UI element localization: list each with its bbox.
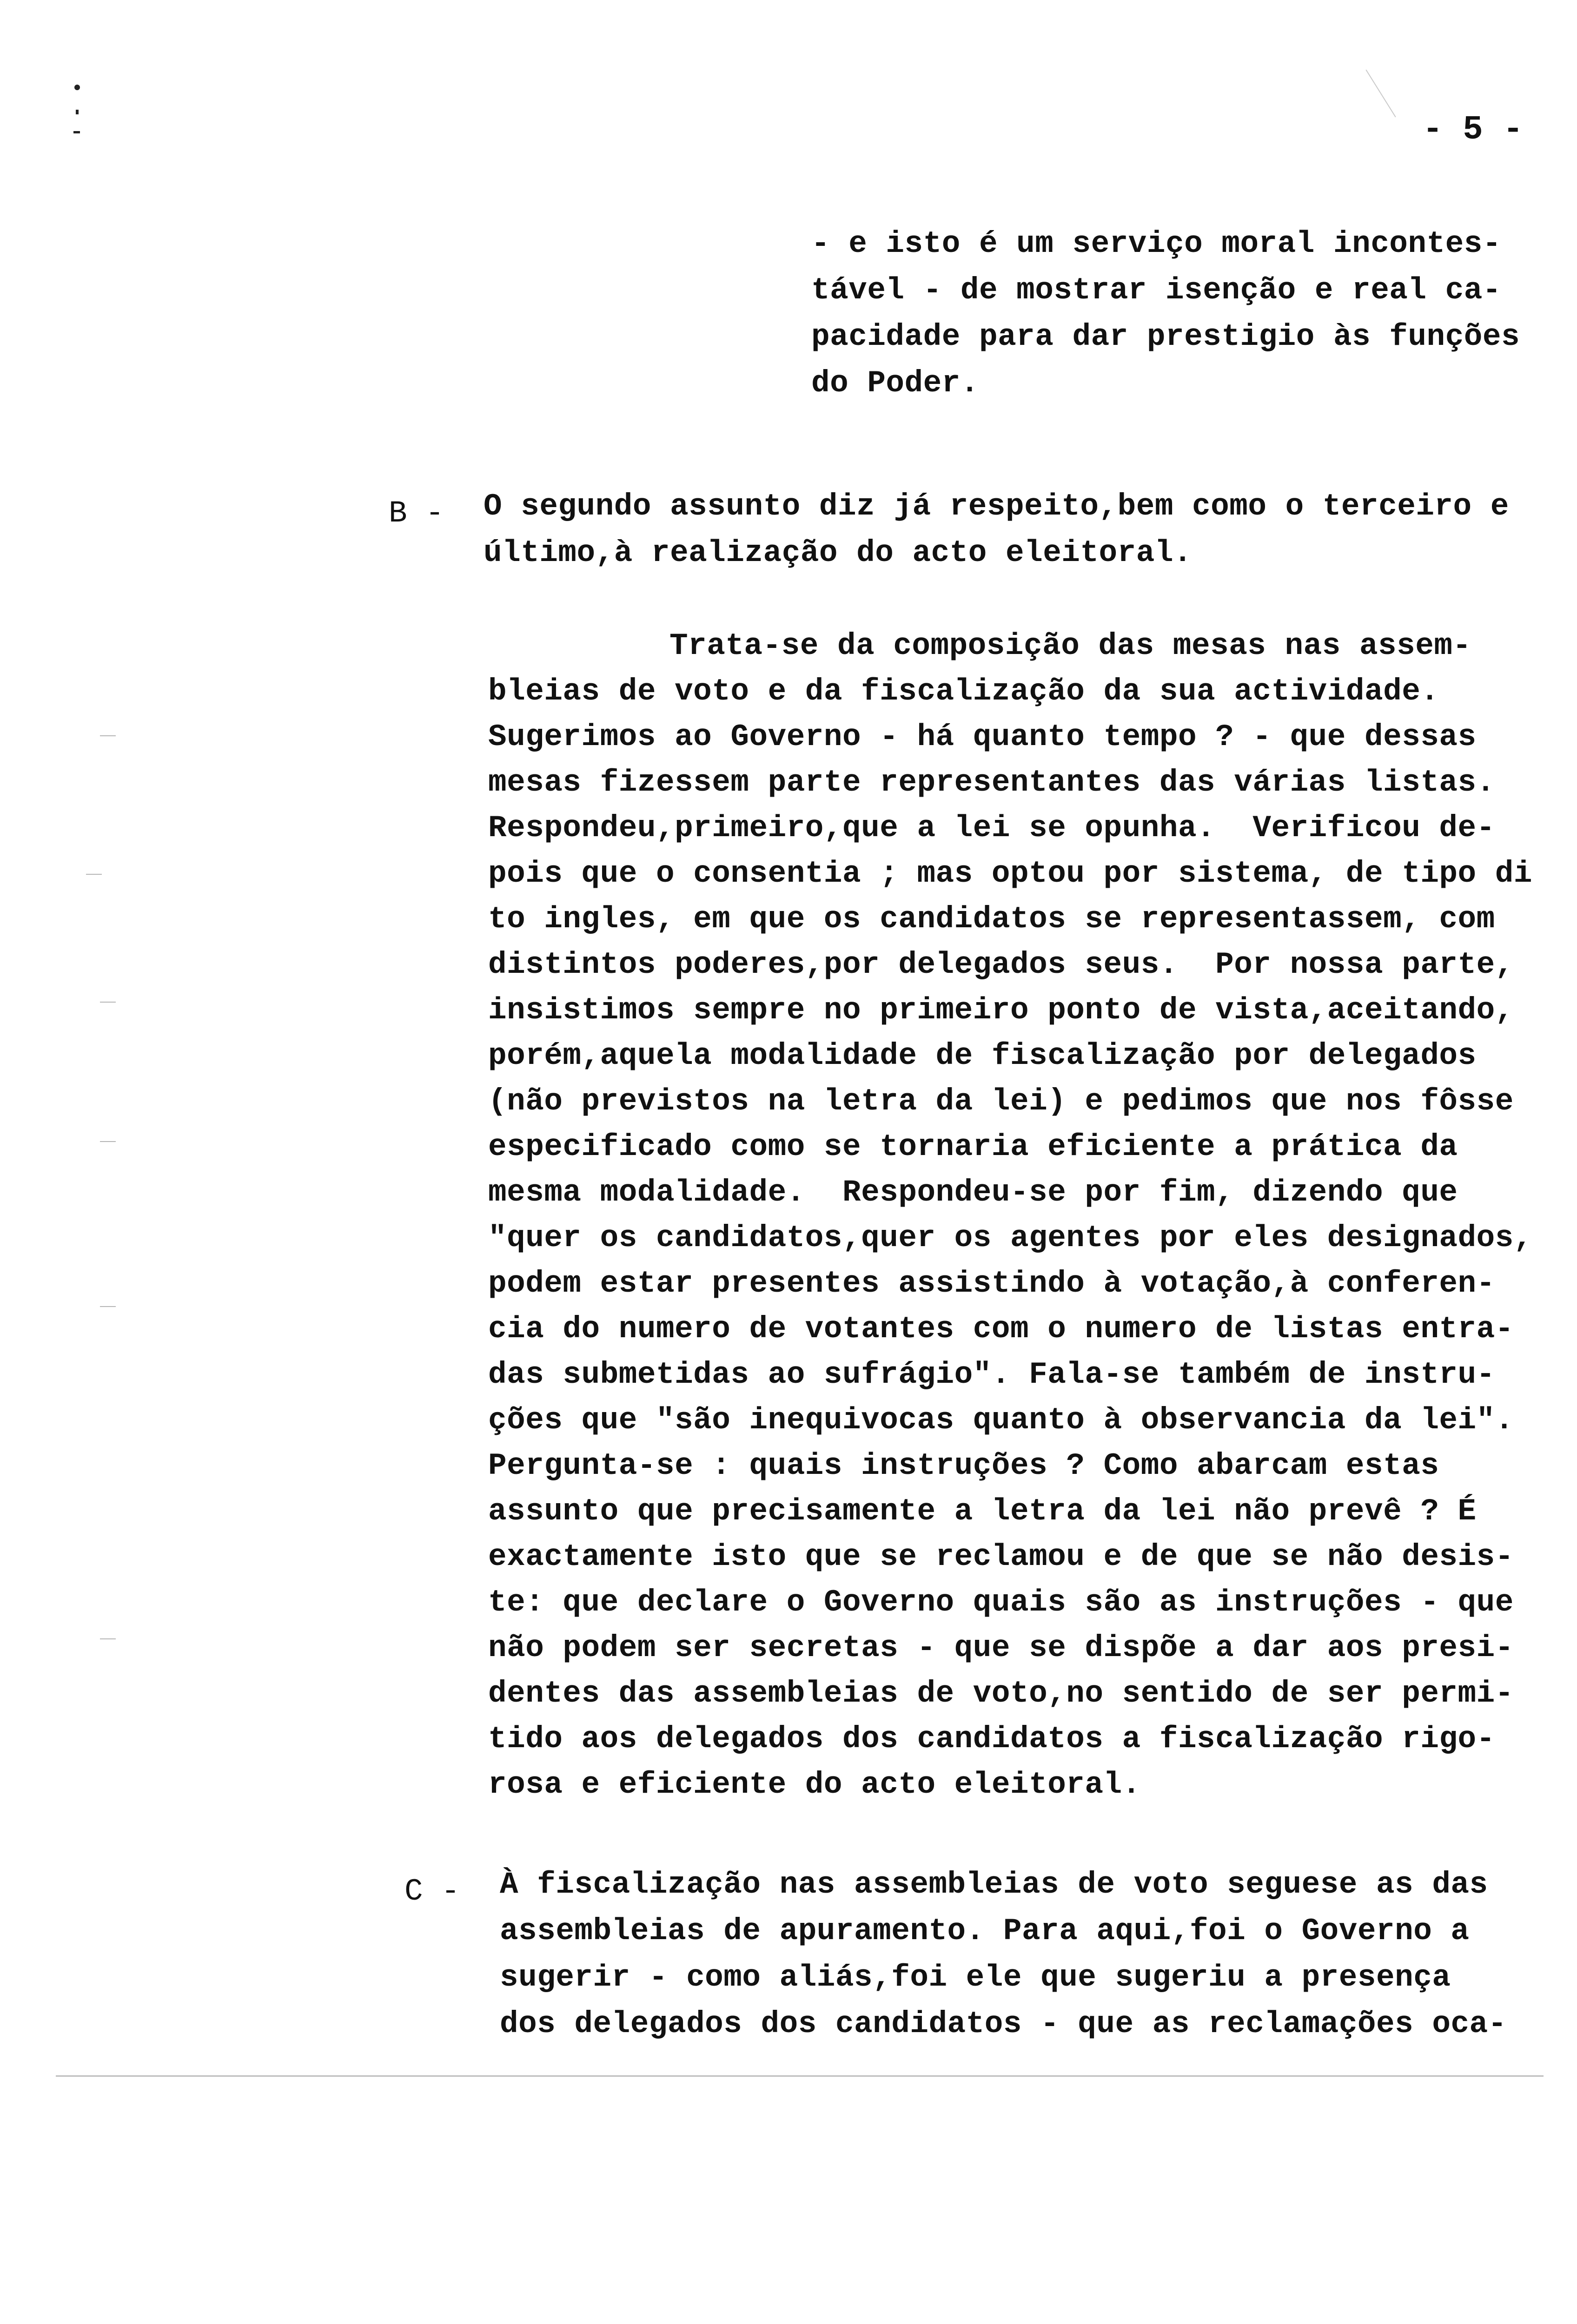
scan-edge-line: [56, 2075, 1544, 2077]
intro-line: - e isto é um serviço moral incontes-: [811, 226, 1501, 261]
margin-tick: [100, 1141, 116, 1142]
section-marker-c: C -: [404, 1874, 460, 1909]
paragraph-line: insistimos sempre no primeiro ponto de vista,aceitando,: [488, 993, 1514, 1028]
paragraph-line: porém,aquela modalidade de fiscalização por delegados: [488, 1038, 1477, 1073]
paragraph-line: distintos poderes,por delegados seus. Por nossa parte,: [488, 947, 1514, 982]
section-c-line: dos delegados dos candidatos - que as reclamações oca-: [500, 2007, 1507, 2041]
paragraph-line: mesma modalidade. Respondeu-se por fim, dizendo que: [488, 1175, 1458, 1210]
paragraph-line: Pergunta-se : quais instruções ? Como abarcam estas: [488, 1448, 1439, 1483]
paragraph-line: to ingles, em que os candidatos se representassem, com: [488, 902, 1495, 937]
paragraph-line: assunto que precisamente a letra da lei não prevê ? É: [488, 1494, 1477, 1529]
paragraph-line: exactamente isto que se reclamou e de que se não desis-: [488, 1539, 1514, 1574]
section-b-line: último,à realização do acto eleitoral.: [484, 535, 1193, 570]
margin-tick: [100, 735, 116, 736]
paragraph-line: Sugerimos ao Governo - há quanto tempo ? - que dessas: [488, 720, 1477, 754]
margin-speck: [74, 85, 80, 90]
section-c-line: sugerir - como aliás,foi ele que sugeriu a presença: [500, 1960, 1451, 1995]
paragraph-line: dentes das assembleias de voto,no sentido de ser permi-: [488, 1676, 1514, 1711]
scan-mark: [1365, 70, 1396, 118]
section-b-line: O segundo assunto diz já respeito,bem como o terceiro e: [484, 489, 1509, 524]
margin-tick: [100, 1638, 116, 1639]
paragraph-line: especificado como se tornaria eficiente a prática da: [488, 1129, 1458, 1164]
paragraph-line: Trata-se da composição das mesas nas assem-: [669, 628, 1471, 663]
paragraph-line: te: que declare o Governo quais são as instruções - que: [488, 1585, 1514, 1620]
paragraph-line: das submetidas ao sufrágio". Fala-se também de instru-: [488, 1357, 1495, 1392]
margin-speck: [73, 131, 80, 133]
page-number: - 5 -: [1423, 111, 1524, 149]
margin-speck: [76, 110, 79, 114]
paragraph-line: não podem ser secretas - que se dispõe a dar aos presi-: [488, 1631, 1514, 1665]
paragraph-line: ções que "são inequivocas quanto à observancia da lei".: [488, 1403, 1514, 1438]
margin-tick: [100, 1002, 116, 1003]
intro-line: pacidade para dar prestigio às funções: [811, 319, 1520, 354]
intro-line: do Poder.: [811, 366, 979, 401]
paragraph-line: Respondeu,primeiro,que a lei se opunha. Verificou de-: [488, 811, 1495, 845]
paragraph-line: bleias de voto e da fiscalização da sua actividade.: [488, 674, 1439, 709]
paragraph-line: rosa e eficiente do acto eleitoral.: [488, 1767, 1141, 1802]
paragraph-line: tido aos delegados dos candidatos a fiscalização rigo-: [488, 1722, 1495, 1756]
intro-line: tável - de mostrar isenção e real ca-: [811, 273, 1501, 308]
section-marker-b: B -: [389, 496, 444, 531]
paragraph-line: mesas fizessem parte representantes das várias listas.: [488, 765, 1495, 800]
paragraph-line: podem estar presentes assistindo à votação,à conferen-: [488, 1266, 1495, 1301]
paragraph-line: (não previstos na letra da lei) e pedimos que nos fôsse: [488, 1084, 1514, 1119]
section-c-line: À fiscalização nas assembleias de voto seguese as das: [500, 1867, 1488, 1902]
paragraph-line: pois que o consentia ; mas optou por sistema, de tipo di: [488, 856, 1532, 891]
paragraph-line: "quer os candidatos,quer os agentes por eles designados,: [488, 1221, 1532, 1255]
margin-tick: [86, 874, 102, 875]
section-c-line: assembleias de apuramento. Para aqui,foi o Governo a: [500, 1914, 1470, 1948]
margin-tick: [100, 1306, 116, 1307]
paragraph-line: cia do numero de votantes com o numero de listas entra-: [488, 1312, 1514, 1347]
